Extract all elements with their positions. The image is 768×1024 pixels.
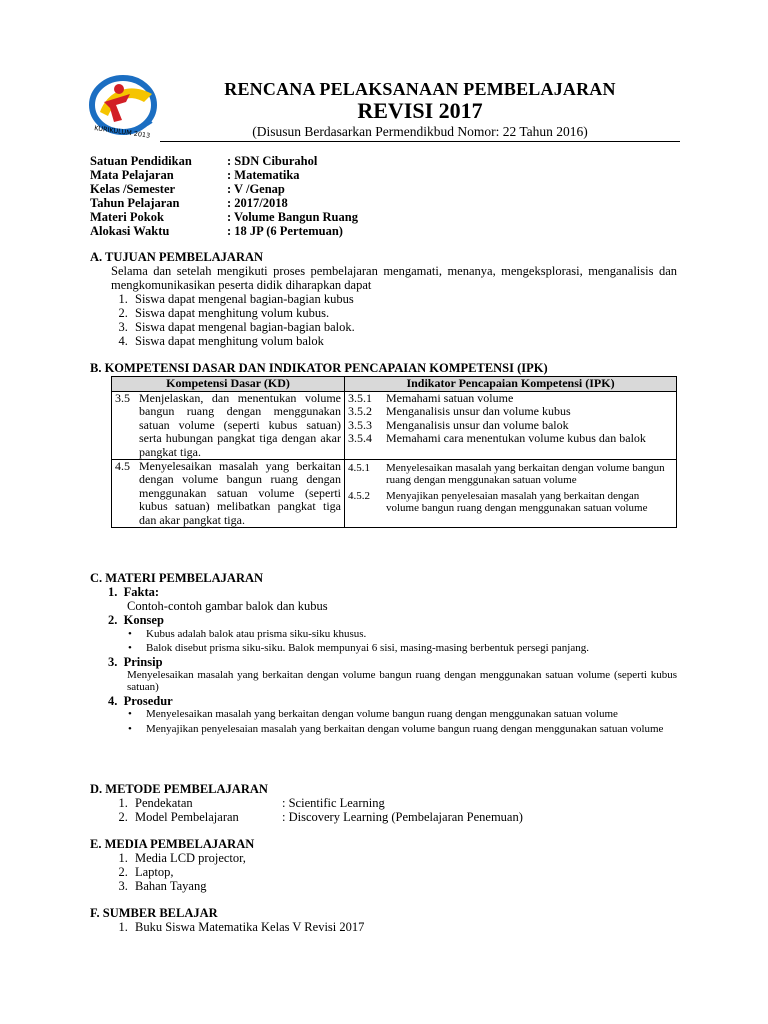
kd-text: Menyelesaikan masalah yang berkaitan dengan volume bangun ruang dengan menggunakan satuan volume (seperti kubus satuan) melibatkan pangkat tiga dan akar pangkat tiga. [139,459,341,527]
list-item: 1. Buku Siswa Matematika Kelas V Revisi 2017 [131,920,677,934]
kd-number: 4.5 [115,459,130,474]
identity-row: Tahun Pelajaran : 2017/2018 [90,196,288,210]
section-b-heading: B. KOMPETENSI DASAR DAN INDIKATOR PENCAPAIAN KOMPETENSI (IPK) [90,361,548,375]
table-row [112,392,677,460]
table-header-ipk: Indikator Pencapaian Kompetensi (IPK) [345,377,677,392]
identity-block [90,154,358,238]
list-item: 2. Laptop, [131,865,677,879]
kd-cell [112,392,345,460]
document-revision: REVISI 2017 [357,98,483,123]
list-item: 3. Bahan Tayang [131,879,677,893]
header-divider [160,141,680,142]
kd-number: 3.5 [115,391,130,405]
prinsip-label: Prinsip [123,655,163,669]
section-d-heading: D. METODE PEMBELAJARAN [90,782,268,796]
section-f-heading: F. SUMBER BELAJAR [90,906,218,920]
document-title: RENCANA PELAKSANAAN PEMBELAJARAN [224,79,616,99]
section-e-body [111,851,677,893]
prinsip-text: Menyelesaikan masalah yang berkaitan dengan volume bangun ruang dengan menggunakan satuan volume (seperti kubus satuan) [127,669,677,694]
fakta-label: Fakta: [123,585,160,599]
kurikulum-2013-logo [86,72,160,142]
list-item: • Menyelesaikan masalah yang berkaitan dengan volume bangun ruang dengan menggunakan satuan volume [146,708,677,721]
identity-row: Satuan Pendidikan : SDN Ciburahol [90,154,318,168]
section-c-body: 1. Fakta: Contoh-contoh gambar balok dan kubus 2. Konsep • Kubus adalah balok atau prisma siku-siku khusus. • Balok disebut prisma siku-siku. Balok mempunyai 6 sisi, masing-masing berbentuk persegi panjang. 3. Prinsip Menyelesaikan masalah yang berkaitan dengan volume bangun ruang dengan menggunakan satuan volume (seperti kubus satuan) 4. Prosedur • Menyelesaikan masalah yang berkaitan dengan volume bangun ruang dengan menggunakan satuan volume • Menyajikan penyelesaian masalah yang berkaitan dengan volume bangun ruang dengan menggunakan satuan volume [108,585,677,737]
list-item: 2. Siswa dapat menghitung volum kubus. [131,306,677,320]
ipk-cell: 3.5.1 Memahami satuan volume 3.5.2 Menganalisis unsur dan volume kubus 3.5.3 Menganalisis unsur dan volume balok 3.5.4 Memahami cara menentukan volume kubus dan balok [345,392,677,460]
table-row [112,460,677,528]
section-c-heading: C. MATERI PEMBELAJARAN [90,571,264,585]
prosedur-label: Prosedur [123,693,173,708]
list-item: • Kubus adalah balok atau prisma siku-siku khusus. [146,627,677,641]
identity-row: Materi Pokok : Volume Bangun Ruang [90,210,358,224]
list-item: 1. Pendekatan : Scientific Learning [131,796,677,810]
list-item: 1. Media LCD projector, [131,851,677,865]
fakta-text: Contoh-contoh gambar balok dan kubus [127,599,328,613]
konsep-label: Konsep [123,613,164,627]
kd-ipk-table [111,376,677,528]
section-a-list [111,292,677,348]
list-item: • Menyajikan penyelesaian masalah yang berkaitan dengan volume bangun ruang dengan menggunakan satuan volume [146,723,677,736]
identity-row: Mata Pelajaran : Matematika [90,168,300,182]
section-d-body [111,796,677,824]
section-a-body [111,264,677,348]
table-header-kd: Kompetensi Dasar (KD) [112,377,345,392]
table-header-row [112,377,677,392]
section-e-heading: E. MEDIA PEMBELAJARAN [90,837,255,851]
kd-text: Menjelaskan, dan menentukan volume bangun ruang dengan menggunakan satuan volume (seperti kubus satuan) serta hubungan pangkat tiga dengan akar pangkat tiga. [139,391,341,459]
list-item: 3. Siswa dapat mengenal bagian-bagian balok. [131,320,677,334]
list-item: 4. Siswa dapat menghitung volum balok [131,334,677,348]
list-item: • Balok disebut prisma siku-siku. Balok mempunyai 6 sisi, masing-masing berbentuk persegi panjang. [146,641,677,655]
list-item: 1. Siswa dapat mengenal bagian-bagian kubus [131,292,677,306]
kd-cell [112,460,345,528]
list-item: 2. Model Pembelajaran : Discovery Learning (Pembelajaran Penemuan) [131,810,677,824]
section-a-heading: A. TUJUAN PEMBELAJARAN [90,250,264,264]
logo-text: KURIKULUM 2013 [93,124,151,140]
section-a-intro: Selama dan setelah mengikuti proses pembelajaran mengamati, menanya, mengeksplorasi, menganalisis dan mengkomunikasikan peserta didik diharapkan dapat [111,264,677,292]
identity-row: Kelas /Semester : V /Genap [90,182,285,196]
document-subtitle: (Disusun Berdasarkan Permendikbud Nomor: 22 Tahun 2016) [252,124,588,139]
ipk-cell: 4.5.1 Menyelesaikan masalah yang berkaitan dengan volume bangun ruang dengan menggunakan satuan volume 4.5.2 Menyajikan penyelesaian masalah yang berkaitan dengan volume bangun ruang dengan menggunakan satuan volume [345,460,677,528]
section-f-body [111,920,677,934]
identity-row: Alokasi Waktu : 18 JP (6 Pertemuan) [90,224,343,238]
